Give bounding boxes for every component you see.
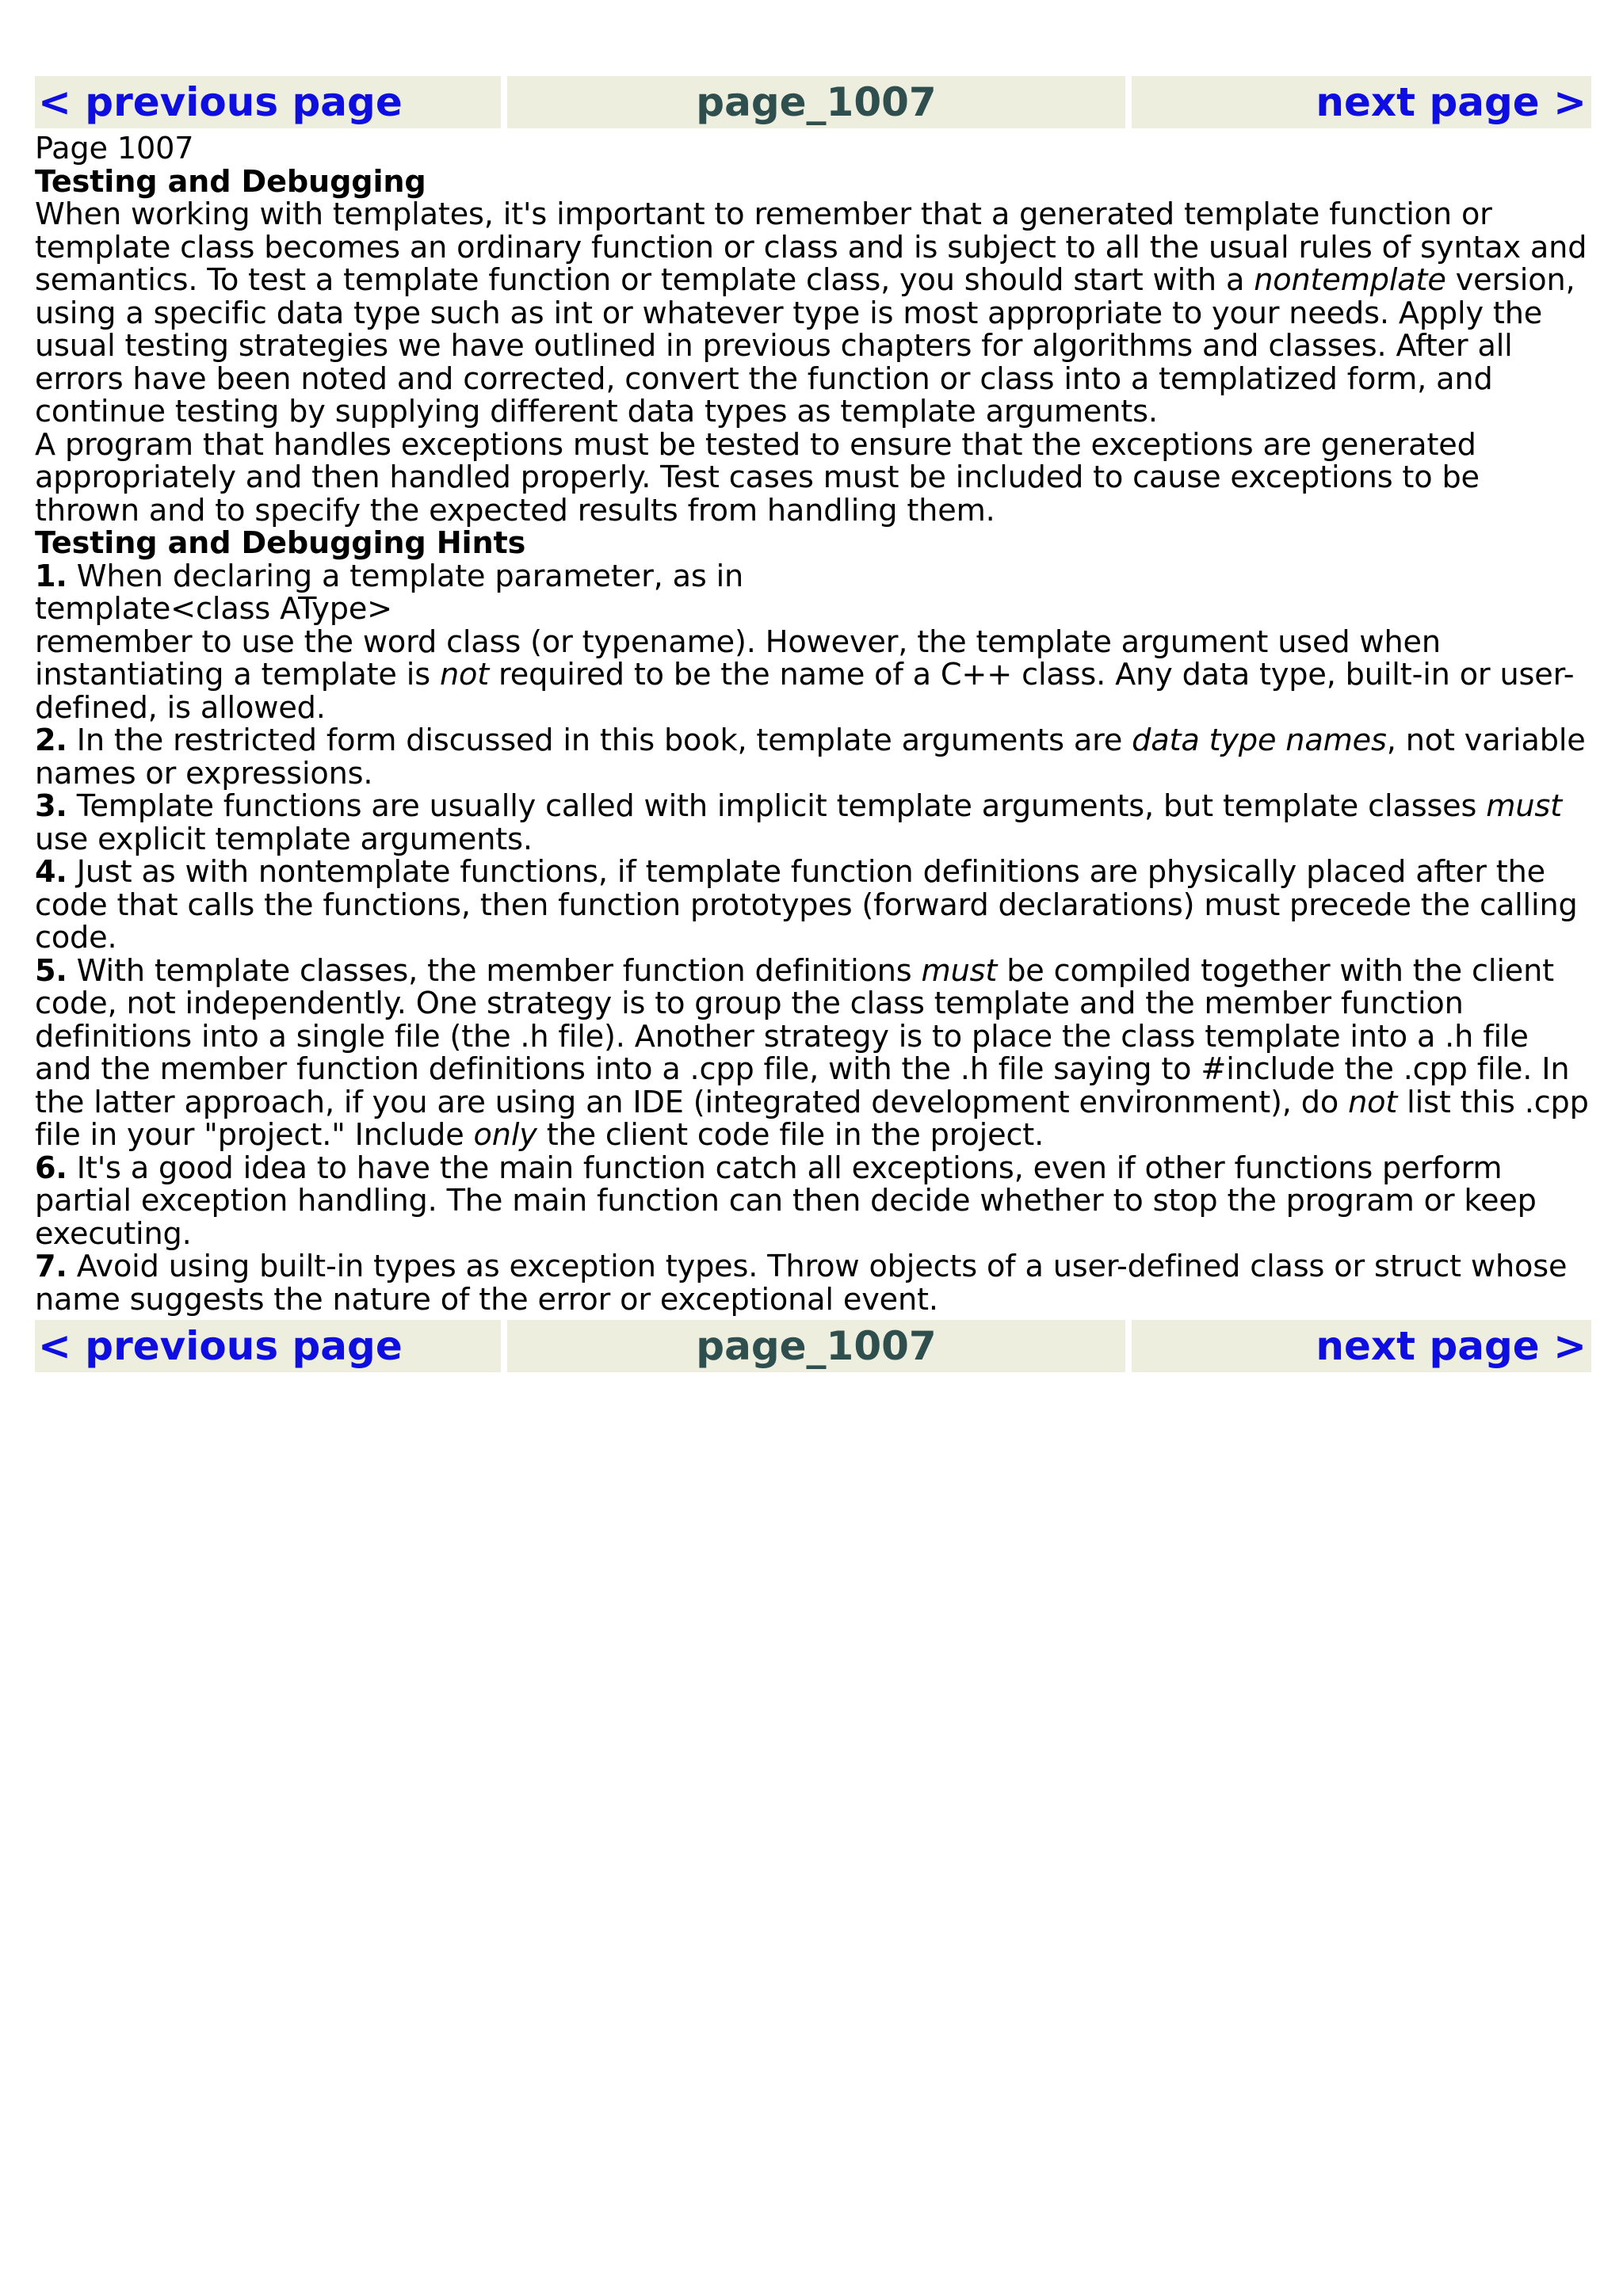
previous-page-link-bottom[interactable]: < previous page	[35, 1320, 501, 1372]
hint-3-emphasis: must	[1486, 789, 1562, 824]
hint-5-emphasis-1: must	[921, 953, 998, 989]
page-id-label: page_1007	[507, 76, 1125, 128]
hint-2-emphasis: data type names	[1132, 723, 1387, 758]
hint-5	[35, 955, 1591, 1153]
hint-3-text-b: use explicit template arguments.	[35, 822, 533, 857]
hint-4-number: 4.	[35, 855, 67, 890]
hint-3-number: 3.	[35, 789, 67, 824]
hint-7	[35, 1251, 1591, 1317]
bottom-nav-bar	[35, 1320, 1591, 1372]
hint-3	[35, 791, 1591, 856]
page-id-label-bottom: page_1007	[507, 1320, 1125, 1372]
hint-4-text: Just as with nontemplate functions, if template function definitions are physically placed after the code that calls the functions, then function prototypes (forward declarations) must precede the calling code.	[35, 855, 1578, 955]
hint-1	[35, 561, 1591, 594]
hint-5-text-c: list this .cpp file in your "project." Include	[35, 1085, 1589, 1153]
hint-7-number: 7.	[35, 1249, 67, 1284]
hint-5-text: With template classes, the member function definitions	[67, 953, 922, 989]
previous-page-link[interactable]: < previous page	[35, 76, 501, 128]
top-nav-bar	[35, 76, 1591, 128]
hint-1-number: 1.	[35, 559, 67, 594]
hint-1-code: template<class AType>	[35, 592, 393, 627]
hint-1-emphasis: not	[439, 658, 490, 692]
hint-5-emphasis-3: only	[473, 1118, 537, 1153]
hint-1-text-b: remember to use the word class (or typename). However, the template argument used when instantiating a template is	[35, 624, 1441, 692]
hint-1-continued	[35, 624, 1591, 726]
page-number-label: Page 1007	[35, 132, 194, 166]
hint-4	[35, 856, 1591, 955]
next-page-link[interactable]: next page >	[1132, 76, 1591, 128]
hint-2-number: 2.	[35, 723, 67, 758]
hint-2	[35, 725, 1591, 791]
hint-1-text: When declaring a template parameter, as in	[67, 559, 744, 594]
hint-3-text: Template functions are usually called with implicit template arguments, but template classes	[67, 789, 1487, 824]
hint-5-number: 5.	[35, 953, 67, 989]
para1-text: When working with templates, it's important to remember that a generated template function or template class becomes an ordinary function or class and is subject to all the usual rules of syntax and semantics. To test a template function or template class, you should start with a	[35, 197, 1587, 298]
page-content	[35, 128, 1591, 1317]
hint-6-text: It's a good idea to have the main function catch all exceptions, even if other functions perform partial exception handling. The main function can then decide whether to stop the program or keep executing.	[35, 1150, 1537, 1252]
hint-1-text-c: required to be the name of a C++ class. Any data type, built-in or user-defined, is allowed.	[35, 658, 1575, 726]
next-page-link-bottom[interactable]: next page >	[1132, 1320, 1591, 1372]
paragraph-exceptions: A program that handles exceptions must be tested to ensure that the exceptions are generated appropriately and then handled properly. Test cases must be included to cause exceptions to be thrown and to specify the expected results from handling them.	[35, 427, 1480, 528]
hint-6	[35, 1150, 1591, 1252]
para1-text-end: version, using a specific data type such as int or whatever type is most appropriate to your needs. Apply the usual testing strategies we have outlined in previous chapters for algorithms and classes. After all errors have been noted and corrected, convert the function or class into a templatized form, and continue testing by supplying different data types as template arguments.	[35, 263, 1575, 429]
para1-emphasis: nontemplate	[1254, 263, 1446, 298]
hint-6-number: 6.	[35, 1150, 67, 1186]
hint-5-emphasis-2: not	[1348, 1085, 1398, 1120]
section-heading: Testing and Debugging	[35, 164, 426, 200]
paragraph-templates	[35, 199, 1591, 429]
hints-heading: Testing and Debugging Hints	[35, 526, 526, 561]
hint-7-text: Avoid using built-in types as exception types. Throw objects of a user-defined class or struct whose name suggests the nature of the error or exceptional event.	[35, 1249, 1568, 1318]
hint-5-text-d: the client code file in the project.	[537, 1118, 1044, 1153]
hint-2-text-b: , not variable names or expressions.	[35, 723, 1586, 791]
hint-2-text: In the restricted form discussed in this book, template arguments are	[67, 723, 1132, 758]
hint-5-text-b: be compiled together with the client code, not independently. One strategy is to group the class template and the member function definitions into a single file (the .h file). Another strategy is to place the class template into a .h file and the member function definitions into a .cpp file, with the .h file saying to #include the .cpp file. In the latter approach, if you are using an IDE (integrated development environment), do	[35, 953, 1570, 1120]
